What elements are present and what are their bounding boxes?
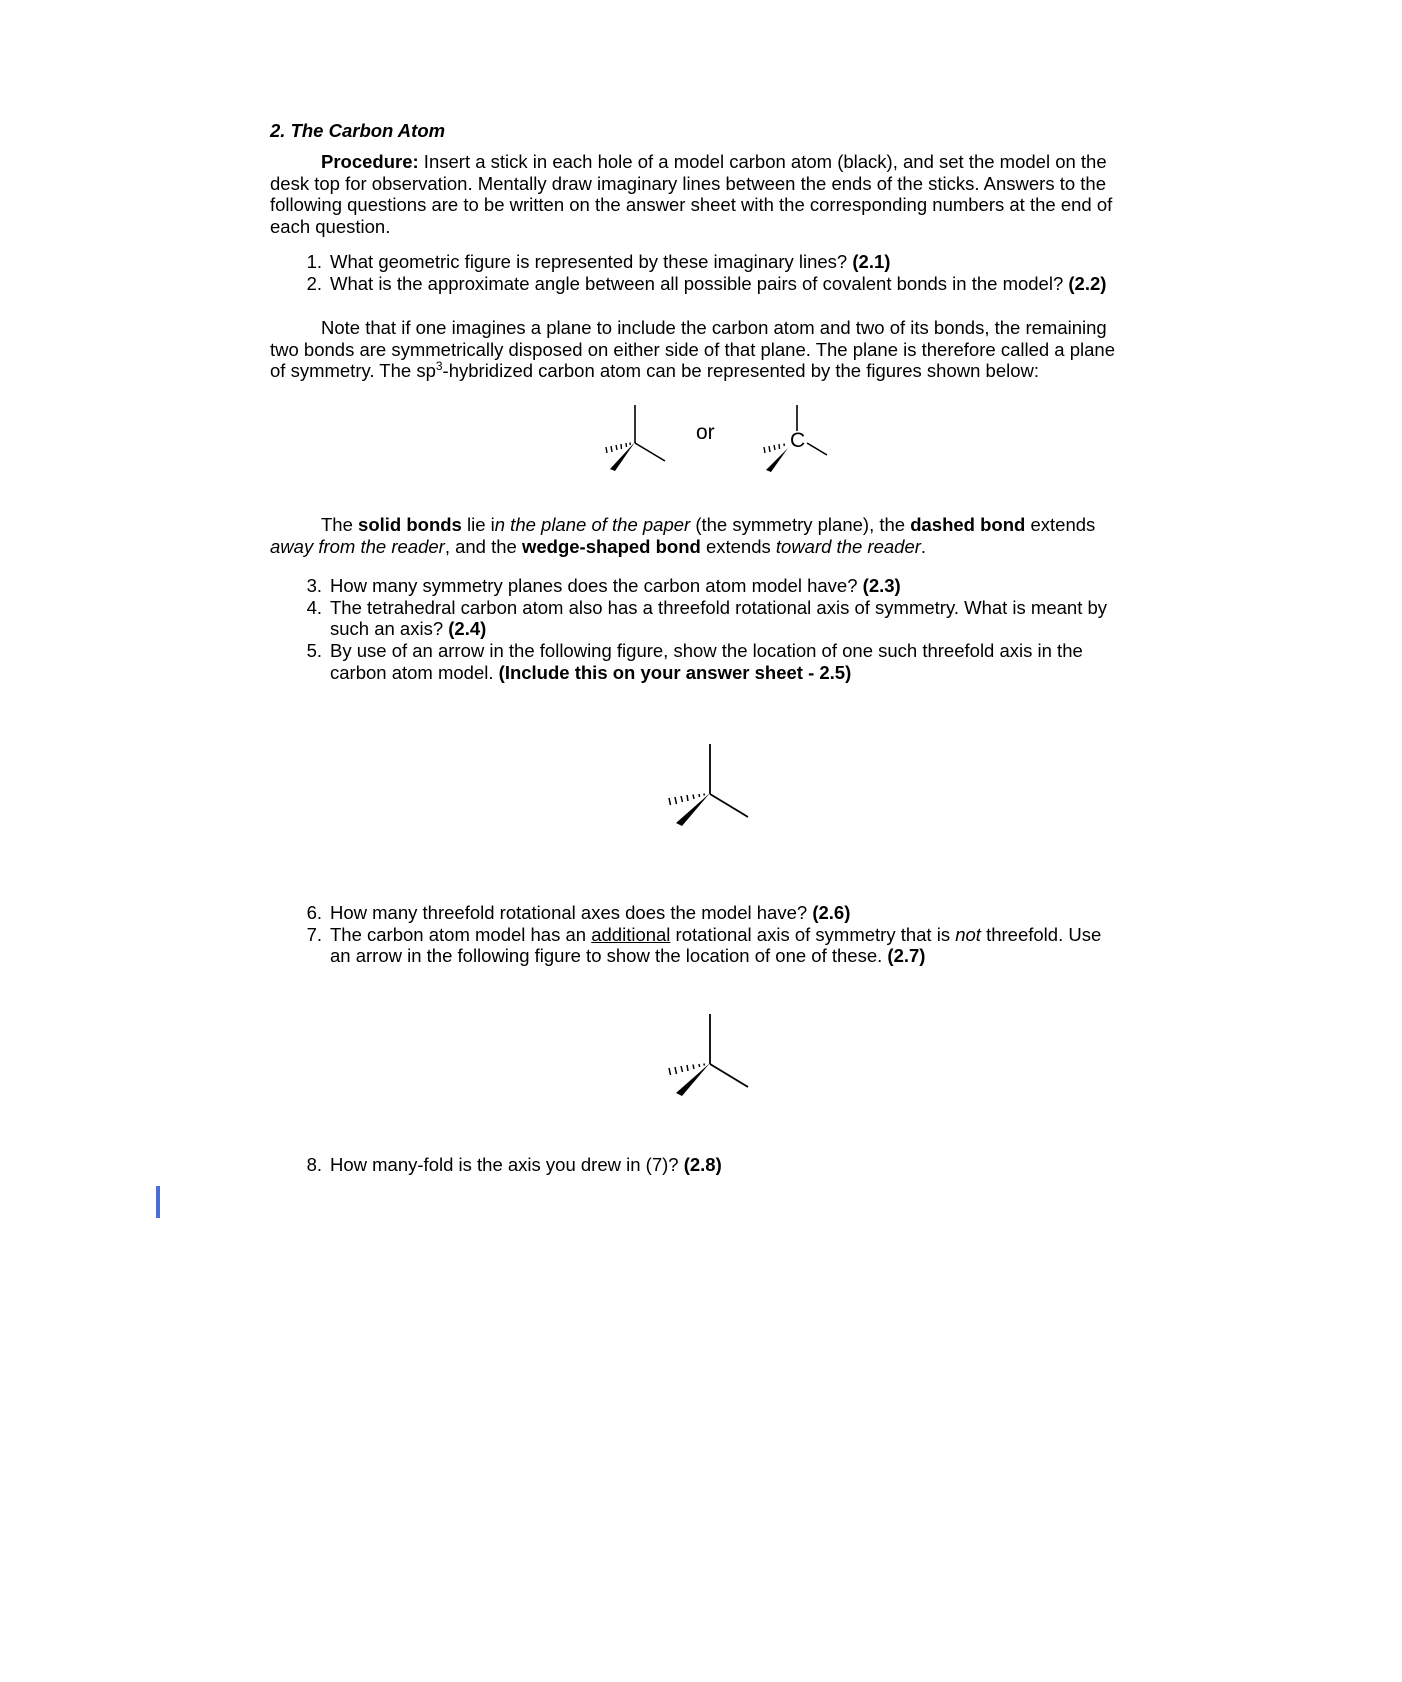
question-ref: (2.6) (812, 902, 851, 923)
question-number: 1. (306, 251, 322, 272)
question-5 (296, 640, 1156, 684)
wedge-bond (610, 442, 635, 471)
procedure-line-4: each question. (270, 216, 391, 238)
question-ref: (2.3) (862, 575, 901, 596)
or-text: or (696, 421, 715, 444)
question-number: 8. (306, 1154, 322, 1175)
question-8 (296, 1154, 1156, 1176)
carbon-skeleton-left (606, 405, 665, 471)
question-ref: (2.8) (683, 1154, 722, 1175)
question-text: How many symmetry planes does the carbon atom model have? (330, 575, 863, 596)
underlined-additional: additional (591, 923, 671, 945)
dashed-bond (764, 444, 784, 454)
procedure-line-1: Insert a stick in each hole of a model carbon atom (black), and set the model on the (418, 151, 1107, 172)
question-number: 3. (306, 575, 322, 596)
question-7: 7. The carbon atom model has an additional rotational axis of symmetry that is not threefold. Use an arrow in the following figure to show the location of one of these. (2.7) (296, 924, 1156, 968)
question-ref: (2.4) (448, 618, 487, 640)
question-text: How many threefold rotational axes does the model have? (330, 902, 813, 923)
question-2 (296, 273, 1136, 295)
question-3 (296, 575, 1156, 597)
question-text: The tetrahedral carbon atom also has a threefold rotational axis of symmetry. What is meant by (330, 596, 1108, 618)
note-paragraph (270, 317, 1150, 382)
question-text-cont: an arrow in the following figure to show the location of one of these. (330, 945, 888, 967)
question-1 (296, 251, 1136, 273)
procedure-line-3: following questions are to be written on the answer sheet with the corresponding numbers at the end of (270, 194, 1113, 216)
question-ref: (2.1) (852, 251, 891, 272)
question-ref: (2.2) (1068, 272, 1107, 294)
note-line-3: of symmetry. The $sp^3$-hybridized carbon atom can be represented by the figures shown below: (270, 359, 1040, 382)
text-cursor (156, 1186, 160, 1218)
note-line-2: two bonds are symmetrically disposed on either side of that plane. The plane is therefore called a plane (270, 338, 1115, 360)
carbon-label: C (790, 429, 806, 452)
question-number: 5. (306, 640, 322, 662)
procedure-label: Procedure: (321, 151, 419, 172)
term-dashed-bond: dashed bond (910, 514, 1026, 535)
question-number: 7. (306, 923, 322, 945)
question-text: How many-fold is the axis you drew in (7)? (330, 1154, 684, 1175)
question-4 (296, 597, 1156, 641)
question-number: 6. (306, 902, 322, 923)
question-number: 2. (306, 272, 322, 294)
superscript-3: 3 (435, 359, 443, 374)
question-text: What is the approximate angle between all possible pairs of covalent bonds in the model? (330, 272, 1069, 294)
solid-bond-right (807, 443, 827, 455)
tetrahedral-carbon-figure-3 (655, 1008, 765, 1108)
question-text-cont: such an axis? (330, 618, 449, 640)
question-list-a (296, 251, 1136, 295)
question-6 (296, 902, 1156, 924)
term-wedge-bond: wedge-shaped bond (521, 535, 701, 557)
solid-bond-right (710, 794, 748, 817)
question-ref: (2.7) (887, 945, 926, 967)
solid-bond-right (710, 1064, 748, 1087)
bonds-description: The solid bonds lie in the plane of the paper (the symmetry plane), the dashed bond extends away from the reader, and the wedge-shaped bond extends toward the reader. (270, 514, 1096, 557)
section-title: 2. The Carbon Atom (270, 120, 446, 141)
question-number: 4. (306, 596, 322, 618)
carbon-skeleton-right (764, 405, 827, 472)
question-ref: (Include this on your answer sheet - 2.5) (498, 661, 852, 683)
question-list-b (296, 575, 1156, 685)
italic-not: not (955, 923, 981, 945)
tetrahedral-carbon-figure-2 (655, 738, 765, 838)
procedure-paragraph (270, 151, 1150, 238)
tetrahedral-carbon-figure-1 (590, 395, 850, 495)
question-text: What geometric figure is represented by these imaginary lines? (330, 251, 853, 272)
term-solid-bonds: solid bonds (358, 514, 462, 535)
note-line-1: Note that if one imagines a plane to include the carbon atom and two of its bonds, the remaining (321, 317, 1107, 338)
solid-bond-right (635, 443, 665, 461)
question-text: By use of an arrow in the following figure, show the location of one such threefold axis in the (330, 640, 1083, 662)
procedure-line-2: desk top for observation. Mentally draw imaginary lines between the ends of the sticks. Answers to the (270, 172, 1107, 194)
question-list-c (296, 902, 1156, 968)
question-text-cont: carbon atom model. (330, 661, 499, 683)
